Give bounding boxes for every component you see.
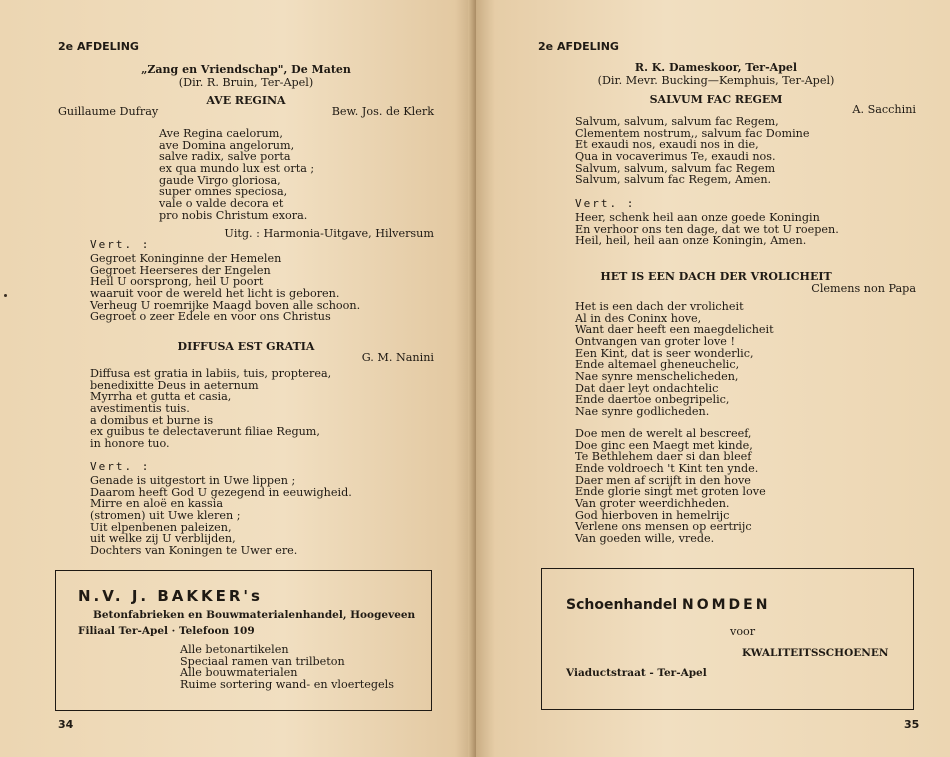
lyrics-block: Ave Regina caelorum, ave Domina angelorum, salve radix, salve porta ex qua mundo lux est orta ; gaude Virgo gloriosa, super omnes speciosa, vale o valde decora et pro nobis Christum exora. [159,127,315,222]
right-page [476,0,950,757]
lyrics-block: Salvum, salvum, salvum fac Regem, Clementem nostrum,, salvum fac Domine Et exaudi nos, exaudi nos in die, Qua in vocaverimus Te, exaudi nos. Salvum, salvum, salvum fac Regem Salvum, salvum fac Regem, Amen. [575,115,810,187]
translation-block: Heer, schenk heil aan onze goede Koningin En verhoor ons ten dage, dat we tot U roepen. Heil, heil, heil aan onze Koningin, Amen. [575,211,839,248]
lyrics-block: Diffusa est gratia in labiis, tuis, propterea, benedixitte Deus in aeternum Myrrha et gutta et casia, avestimentis tuis. a domibus et burne is ex guibus te delectaverunt filiae Regum, in honore tuo. [90,367,332,450]
paper-speck [4,294,7,297]
composer: Guillaume Dufray [58,105,159,118]
ad-line: Betonfabrieken en Bouwmaterialenhandel, Hoogeveen [93,609,416,621]
ad-address: Viaductstraat - Ter-Apel [566,667,707,679]
translation-block: Gegroet Koninginne der Hemelen Gegroet Heerseres der Engelen Heil U oorsprong, heil U poort waaruit voor de wereld het licht is geboren. Verheug U roemrijke Maagd boven alle schoon. Gegroet o zeer Edele en voor ons Christus [90,252,361,324]
ad-items: Alle betonartikelen Speciaal ramen van trilbeton Alle bouwmaterialen Ruime sortering wand- en vloertegels [180,643,394,691]
ad-title-prefix: Schoenhandel [566,597,678,613]
page-number: 35 [904,718,920,731]
ad-title: N.V. J. BAKKER's [78,587,263,605]
director: (Dir. R. Bruin, Ter-Apel) [178,76,314,89]
page-number: 34 [58,718,74,731]
director: (Dir. Mevr. Bucking—Kemphuis, Ter-Apel) [597,74,835,87]
left-page [0,0,474,757]
vert-label: Vert. : [90,238,151,251]
vert-label: Vert. : [575,197,636,210]
advertisement-box [55,570,432,711]
composer: A. Sacchini [852,103,916,116]
publisher: Uitg. : Harmonia-Uitgave, Hilversum [224,227,434,240]
ad-title [566,597,770,613]
choir-name: R. K. Dameskoor, Ter-Apel [634,61,798,74]
composer: Clemens non Papa [811,282,916,295]
composer: G. M. Nanini [361,351,434,364]
ad-voor: voor [730,625,756,638]
ad-specialty: KWALITEITSSCHOENEN [742,647,889,659]
ad-line: Filiaal Ter-Apel · Telefoon 109 [78,625,255,637]
song-title: DIFFUSA EST GRATIA [177,340,315,353]
vert-label: Vert. : [90,460,151,473]
translation-block: Genade is uitgestort in Uwe lippen ; Daarom heeft God U gezegend in eeuwigheid. Mirre en aloë en kassia (stromen) uit Uwe kleren ; Uit elpenbenen paleizen, uit welke zij U verblijden, Dochters van Koningen te Uwer ere. [90,474,352,557]
section-header: 2e AFDELING [538,40,619,53]
song-title: SALVUM FAC REGEM [649,93,783,106]
ad-title-name: NOMDEN [682,597,771,613]
section-header: 2e AFDELING [58,40,139,53]
advertisement-box [541,568,914,710]
lyrics-block: Het is een dach der vrolicheit Al in des Coninx hove, Want daer heeft een maegdelicheit Ontvangen van groter love ! Een Kint, dat is seer wonderlic, Ende altemael gheneuchelic, Nae synre menschelicheden, Dat daer leyt ondachtelic Ende daertoe onbegripelic, Nae synre godlicheden. [575,300,774,418]
song-title: AVE REGINA [206,94,286,107]
choir-name: „Zang en Vriendschap", De Maten [141,63,351,76]
song-title: HET IS EEN DACH DER VROLICHEIT [600,270,832,283]
lyrics-block: Doe men de werelt al bescreef, Doe ginc een Maegt met kinde, Te Bethlehem daer si dan bleef Ende voldroech 't Kint ten ynde. Daer men af scrijft in den hove Ende glorie singt met groten love Van groter weerdichheden. God hierboven in hemelrijc Verlene ons mensen op eertrijc Van goeden wille, vrede. [575,427,766,545]
arranger: Bew. Jos. de Klerk [331,105,434,118]
